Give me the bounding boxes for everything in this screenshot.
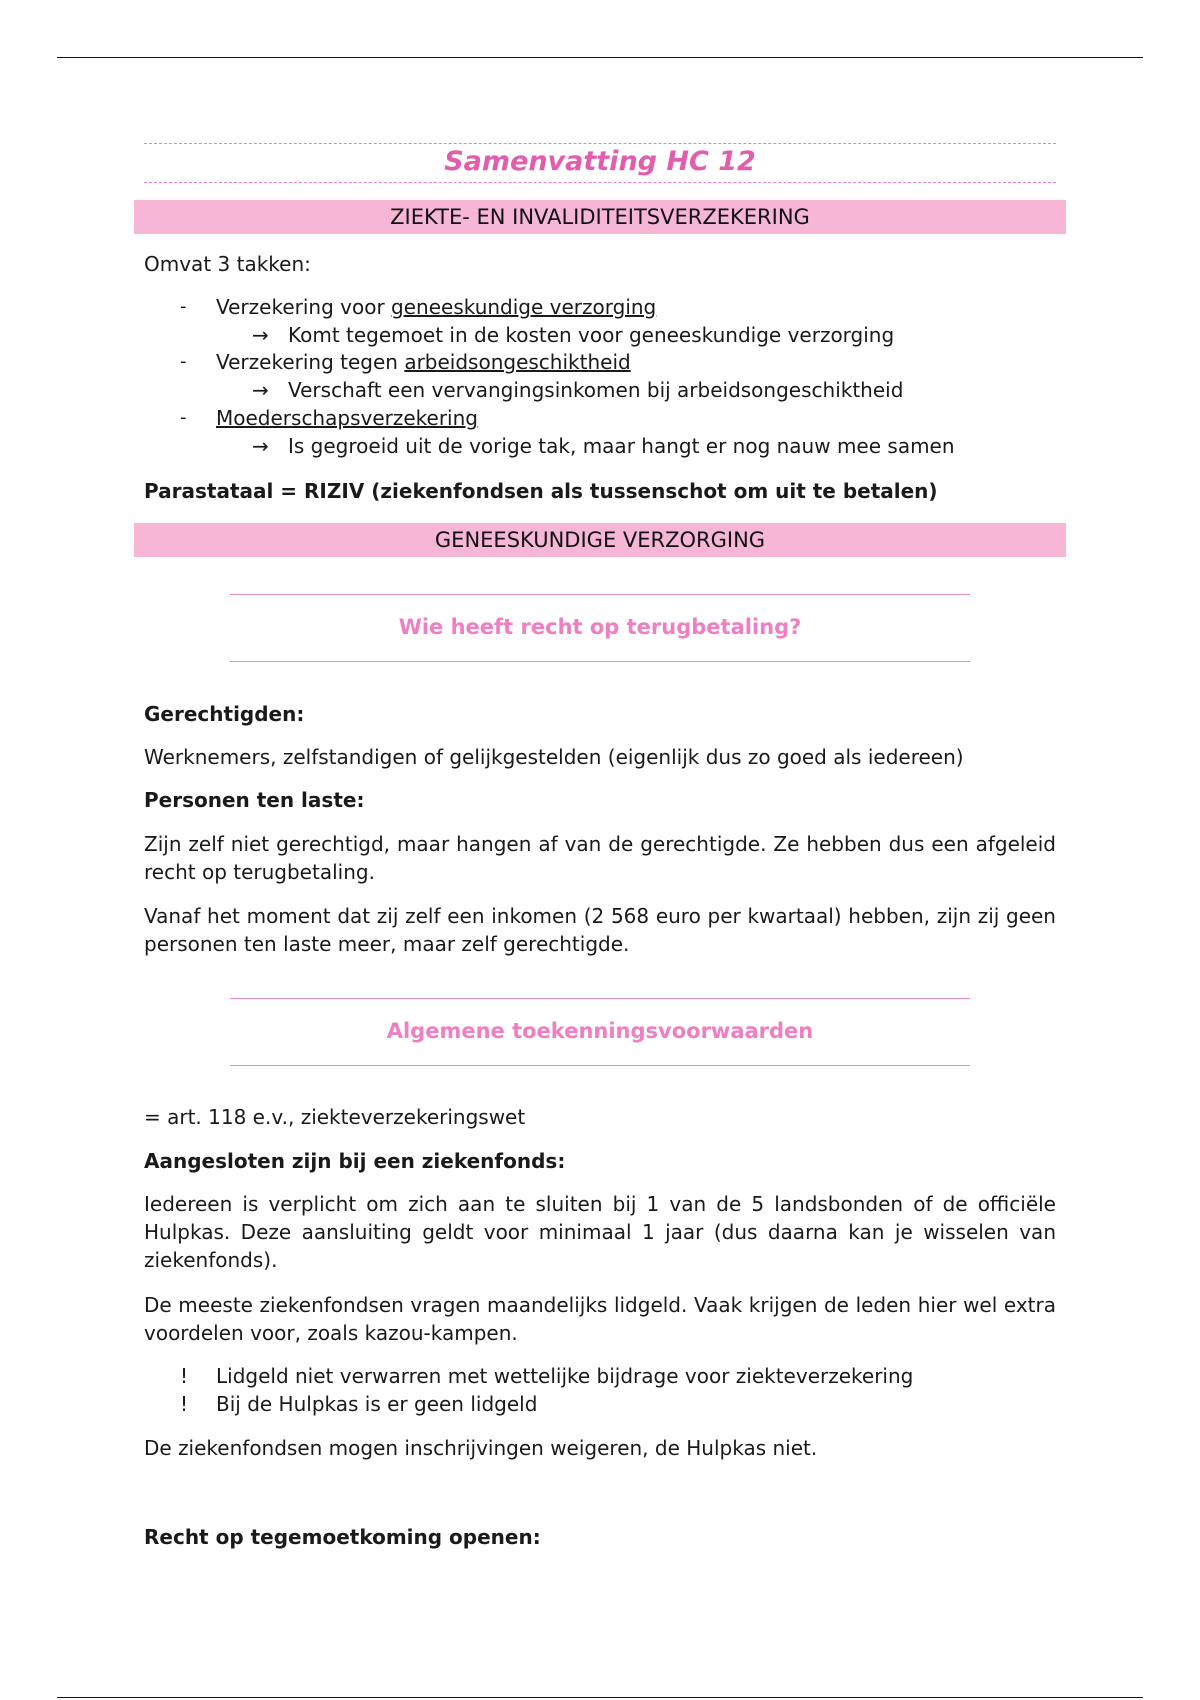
note-text: Bij de Hulpkas is er geen lidgeld [216, 1392, 538, 1416]
subheading-toekenning: Algemene toekenningsvoorwaarden [386, 1019, 814, 1043]
subheading-box-toekenning [230, 998, 970, 1066]
document-title: Samenvatting HC 12 [444, 146, 756, 177]
personen-text-1: Zijn zelf niet gerechtigd, maar hangen af van de gerechtigde. Ze hebben dus een afgeleid recht op terugbetaling. [144, 832, 1056, 884]
subheading-terugbetaling: Wie heeft recht op terugbetaling? [398, 615, 802, 639]
weigeren-text: De ziekenfondsen mogen inschrijvingen weigeren, de Hulpkas niet. [144, 1436, 818, 1460]
item-underlined: geneeskundige verzorging [391, 295, 657, 319]
exclamation-icon: ! [180, 1364, 189, 1388]
recht-label: Recht op tegemoetkoming openen: [144, 1525, 541, 1549]
parastataal-text: Parastataal = RIZIV (ziekenfondsen als tussenschot om uit te betalen) [144, 479, 938, 503]
footer-rule [57, 1697, 1143, 1698]
bullet-dash: - [180, 296, 187, 317]
header-rule [57, 57, 1143, 58]
arrow-icon: → [252, 378, 269, 402]
item-prefix: Verzekering tegen [216, 350, 405, 374]
arrow-icon: → [252, 434, 269, 458]
personen-label: Personen ten laste: [144, 788, 365, 812]
section-heading-ziekte: ZIEKTE- EN INVALIDITEITSVERZEKERING [134, 200, 1066, 234]
aangesloten-label: Aangesloten zijn bij een ziekenfonds: [144, 1149, 566, 1173]
gerechtigden-label: Gerechtigden: [144, 702, 305, 726]
aangesloten-text: Iedereen is verplicht om zich aan te sluiten bij 1 van de 5 landsbonden of de officiële Hulpkas. Deze aansluiting geldt voor minimaal 1 jaar (dus daarna kan je wisselen van ziekenfonds). [144, 1192, 1056, 1272]
lidgeld-text: De meeste ziekenfondsen vragen maandelijks lidgeld. Vaak krijgen de leden hier wel extra voordelen voor, zoals kazou-kampen. [144, 1293, 1056, 1345]
sub-item: Is gegroeid uit de vorige tak, maar hangt er nog nauw mee samen [288, 434, 955, 458]
note-text: Lidgeld niet verwarren met wettelijke bijdrage voor ziekteverzekering [216, 1364, 914, 1388]
intro-text: Omvat 3 takken: [144, 252, 311, 276]
subheading-box-terugbetaling [230, 594, 970, 662]
list-item-text [216, 293, 656, 321]
bullet-dash: - [180, 407, 187, 428]
list-item-text [216, 348, 631, 376]
list-item-text [216, 404, 478, 432]
sub-item: Verschaft een vervangingsinkomen bij arbeidsongeschiktheid [288, 378, 904, 402]
item-prefix: Verzekering voor [216, 295, 392, 319]
title-box [144, 143, 1056, 183]
bullet-dash: - [180, 351, 187, 372]
item-underlined: Moederschapsverzekering [216, 406, 478, 430]
art-text: = art. 118 e.v., ziekteverzekeringswet [144, 1105, 526, 1129]
section-heading-geneeskundige: GENEESKUNDIGE VERZORGING [134, 523, 1066, 557]
exclamation-icon: ! [180, 1392, 189, 1416]
personen-text-2: Vanaf het moment dat zij zelf een inkomen (2 568 euro per kwartaal) hebben, zijn zij geen personen ten laste meer, maar zelf gerechtigde. [144, 904, 1056, 956]
arrow-icon: → [252, 323, 269, 347]
item-underlined: arbeidsongeschiktheid [404, 350, 631, 374]
gerechtigden-text: Werknemers, zelfstandigen of gelijkgestelden (eigenlijk dus zo goed als iedereen) [144, 745, 964, 769]
sub-item: Komt tegemoet in de kosten voor geneeskundige verzorging [288, 323, 895, 347]
